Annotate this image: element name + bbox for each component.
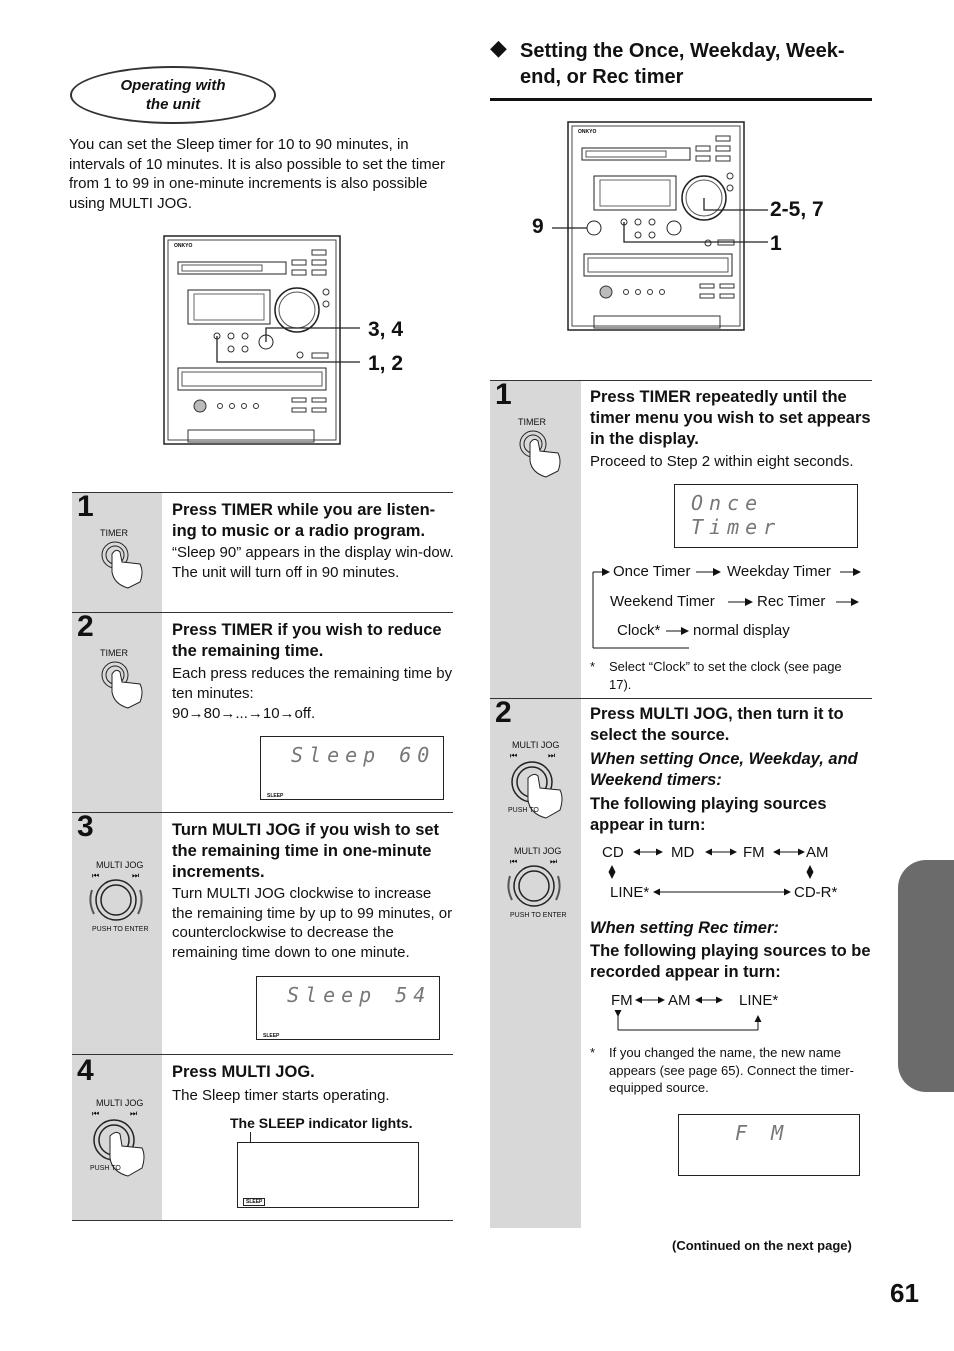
- push-to-label: PUSH TO: [508, 807, 539, 814]
- svg-text:⏮: ⏮: [510, 751, 518, 760]
- display-fm: [678, 1114, 860, 1176]
- intro-text: You can set the Sleep timer for 10 to 90 minutes, in intervals of 10 minutes. It is also possible to set the timer from 1 to 99 in one-minute increments is also possible using MULTI JOG.: [69, 136, 446, 212]
- timer-button-press-icon: [518, 429, 568, 483]
- callout-1-2: 1, 2: [368, 352, 404, 375]
- step-number: 2: [77, 610, 94, 643]
- svg-text:⏭: ⏭: [130, 1109, 138, 1118]
- flow-once-timer: Once Timer: [613, 563, 691, 580]
- rec-timer-heading: When setting Rec timer:: [590, 919, 779, 937]
- step-title: Press MULTI JOG, then turn it to select the source.: [590, 705, 844, 744]
- step-title: Press TIMER if you wish to reduce the remaining time.: [172, 621, 442, 660]
- chapter-thumb-tab: [898, 860, 954, 1092]
- callout-9: 9: [532, 215, 544, 238]
- once-weekday-weekend-heading: When setting Once, Weekday, and Weekend timers:: [590, 750, 858, 789]
- section-title-line-2: end, or Rec timer: [520, 66, 684, 88]
- rec-source-line: LINE*: [739, 992, 779, 1009]
- step-number: 1: [77, 490, 94, 523]
- badge-line-2: the unit: [145, 96, 201, 113]
- sleep-indicator: SLEEP: [267, 793, 284, 799]
- diamond-bullet-icon: ◆: [490, 35, 507, 60]
- flow-normal-display: normal display: [693, 622, 790, 639]
- push-to-label: PUSH TO: [90, 1165, 121, 1172]
- multi-jog-label: MULTI JOG: [512, 740, 560, 750]
- display-text: Sleep 54: [287, 983, 432, 1007]
- push-to-enter-label: PUSH TO ENTER: [510, 912, 567, 919]
- multi-jog-press-icon: [88, 1106, 158, 1186]
- flow-weekend-timer: Weekend Timer: [610, 593, 715, 610]
- display-sleep-60: [260, 736, 444, 800]
- svg-text:⏭: ⏭: [548, 751, 556, 760]
- left-steps-table: [72, 492, 453, 1221]
- callout-1: 1: [770, 232, 782, 255]
- source-cd-r: CD-R*: [794, 884, 838, 901]
- source-cd: CD: [602, 844, 624, 861]
- timer-button-press-icon: [100, 660, 150, 714]
- timer-label: TIMER: [518, 417, 546, 427]
- page-number: 61: [890, 1278, 919, 1308]
- step-title: Press TIMER while you are listen-ing to music or a radio program.: [172, 501, 436, 540]
- flow-rec-timer: Rec Timer: [757, 593, 826, 610]
- step-title: Turn MULTI JOG if you wish to set the remaining time in one-minute increments.: [172, 821, 440, 881]
- footnote-star: *: [590, 1045, 596, 1060]
- step-text: Proceed to Step 2 within eight seconds.: [590, 453, 854, 470]
- sleep-indicator: SLEEP: [243, 1198, 265, 1206]
- step-text: Each press reduces the remaining time by ten minutes:: [172, 665, 453, 702]
- display-text: Once Timer: [691, 491, 782, 539]
- source-line: LINE*: [610, 884, 650, 901]
- onkyo-logo: ONKYO: [578, 129, 597, 135]
- multi-jog-turn-icon: [86, 868, 156, 932]
- svg-text:⏮: ⏮: [92, 1109, 100, 1118]
- operating-with-unit-badge: [70, 66, 276, 124]
- flow-weekday-timer: Weekday Timer: [727, 563, 831, 580]
- svg-text:⏮: ⏮: [92, 871, 100, 880]
- timer-button-press-icon: [100, 540, 150, 594]
- sources-intro: The following playing sources appear in turn:: [590, 795, 827, 834]
- display-sleep-54: [256, 976, 440, 1040]
- step-text: The Sleep timer starts operating.: [172, 1087, 390, 1104]
- display-sleep-indicator: [237, 1142, 419, 1208]
- source-fm: FM: [743, 844, 765, 861]
- sleep-indicator: SLEEP: [263, 1033, 280, 1039]
- section-title-line-1: Setting the Once, Weekday, Week-: [520, 40, 845, 62]
- source-am: AM: [806, 844, 829, 861]
- flow-clock: Clock*: [617, 622, 661, 639]
- section-title: [520, 38, 870, 90]
- timer-label: TIMER: [100, 648, 128, 658]
- callout-3-4: 3, 4: [368, 318, 404, 341]
- step-text: Turn MULTI JOG clockwise to increase the remaining time by up to 99 minutes, or counterclockwise to decrease the remaining time down to one minute.: [172, 885, 453, 961]
- step-title: Press MULTI JOG.: [172, 1063, 315, 1081]
- push-to-enter-label: PUSH TO ENTER: [92, 926, 149, 933]
- step-number: 1: [495, 378, 512, 411]
- continued-note: (Continued on the next page): [672, 1238, 852, 1253]
- source-md: MD: [671, 844, 695, 861]
- callout-2-5-7: 2-5, 7: [770, 198, 824, 221]
- svg-text:⏮: ⏮: [510, 857, 518, 866]
- step-number: 4: [77, 1054, 94, 1087]
- multi-jog-label: MULTI JOG: [96, 860, 144, 870]
- countdown-sequence: 90→80→...→10→off.: [172, 705, 316, 722]
- right-steps-table: [490, 380, 872, 1228]
- onkyo-logo: ONKYO: [174, 243, 193, 249]
- svg-text:⏭: ⏭: [132, 871, 140, 880]
- step-text: “Sleep 90” appears in the display win-dow. The unit will turn off in 90 minutes.: [172, 544, 454, 581]
- clock-footnote: Select “Clock” to set the clock (see page 17).: [609, 659, 842, 692]
- multi-jog-label: MULTI JOG: [96, 1098, 144, 1108]
- stereo-unit-illustration-right: [546, 118, 786, 340]
- rec-sources-intro: The following playing sources to be recorded appear in turn:: [590, 942, 871, 981]
- step-number: 3: [77, 810, 94, 843]
- sleep-indicator-note: The SLEEP indicator lights.: [230, 1115, 413, 1131]
- display-text: Sleep 60: [291, 743, 436, 767]
- rec-source-fm: FM: [611, 992, 633, 1009]
- display-text: F M: [735, 1121, 790, 1145]
- section-divider: [490, 98, 872, 101]
- stereo-unit-illustration-left: [160, 232, 410, 454]
- step-title: Press TIMER repeatedly until the timer menu you wish to set appears in the display.: [590, 388, 871, 448]
- timer-label: TIMER: [100, 528, 128, 538]
- step-number: 2: [495, 696, 512, 729]
- multi-jog-press-icon: [506, 748, 576, 828]
- svg-text:⏭: ⏭: [550, 857, 558, 866]
- multi-jog-turn-icon: [504, 854, 574, 918]
- footnote-star: *: [590, 659, 596, 674]
- multi-jog-label: MULTI JOG: [514, 846, 562, 856]
- rec-source-am: AM: [668, 992, 691, 1009]
- name-footnote: If you changed the name, the new name appears (see page 65). Connect the timer-equipped source.: [609, 1045, 854, 1095]
- display-once-timer: [674, 484, 858, 548]
- badge-line-1: Operating with: [120, 77, 226, 94]
